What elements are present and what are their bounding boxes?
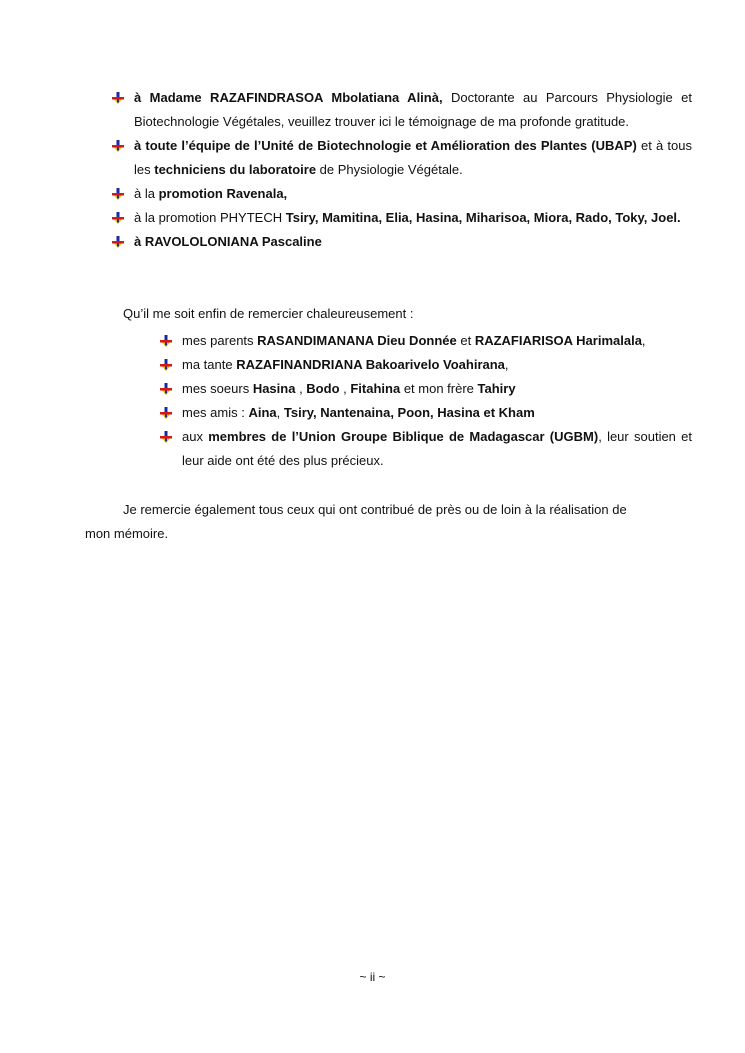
list-item xyxy=(112,134,692,182)
arrow-down-bullet-icon xyxy=(112,212,124,224)
bold-text: Fitahina xyxy=(350,381,401,396)
bold-text: techniciens du laboratoire xyxy=(154,162,317,177)
list-item xyxy=(160,353,692,377)
arrow-down-bullet-icon xyxy=(112,236,124,248)
text: mes soeurs xyxy=(182,381,253,396)
text: , xyxy=(641,333,646,348)
bold-text: Hasina xyxy=(252,381,296,396)
bold-text: à toute l’équipe de l’Unité de Biotechnologie et Amélioration des Plantes (UBAP) xyxy=(134,138,637,153)
text: à la xyxy=(134,186,159,201)
closing-line-1: Je remercie également tous ceux qui ont contribué de près ou de loin à la réalisation de xyxy=(123,502,627,517)
text: et à tous les xyxy=(134,138,692,177)
arrow-down-bullet-icon xyxy=(160,407,172,419)
bold-text: Tsiry, Nantenaina, Poon, Hasina et Kham xyxy=(283,405,535,420)
text: et xyxy=(456,333,475,348)
bold-text: à RAVOLOLONIANA Pascaline xyxy=(134,234,322,249)
text: mes amis : xyxy=(182,405,249,420)
bold-text: Tsiry, Mamitina, Elia, Hasina, Miharisoa, Miora, Rado, Toky, Joel. xyxy=(285,210,681,225)
bold-text: promotion Ravenala, xyxy=(158,186,288,201)
bold-text: Tahiry xyxy=(477,381,516,396)
text: mes parents xyxy=(182,333,258,348)
arrow-down-bullet-icon xyxy=(160,359,172,371)
bold-text: RASANDIMANANA Dieu Donnée xyxy=(257,333,457,348)
list-item xyxy=(160,377,692,401)
text: , leur soutien et leur aide ont été des plus précieux. xyxy=(182,429,693,468)
text: Doctorante au Parcours Physiologie et Biotechnologie Végétales, veuillez trouver ici le témoignage de ma profonde gratitude. xyxy=(134,90,692,129)
bold-text: RAZAFINANDRIANA Bakoarivelo Voahirana xyxy=(236,357,505,372)
intro-paragraph: Qu’il me soit enfin de remercier chaleureusement : xyxy=(123,306,414,321)
text: , xyxy=(295,381,307,396)
arrow-down-bullet-icon xyxy=(112,140,124,152)
bold-text: à Madame RAZAFINDRASOA Mbolatiana Alinà, xyxy=(134,90,443,105)
arrow-down-bullet-icon xyxy=(160,431,172,443)
acknowledgement-list-secondary xyxy=(160,329,692,473)
list-item xyxy=(160,425,692,473)
bold-text: Aina xyxy=(248,405,277,420)
text: et mon frère xyxy=(400,381,478,396)
list-item xyxy=(160,401,692,425)
text: , xyxy=(504,357,509,372)
acknowledgement-list-primary xyxy=(112,86,692,254)
text: , xyxy=(276,405,284,420)
bold-text: Bodo xyxy=(306,381,340,396)
text: , xyxy=(339,381,351,396)
list-item xyxy=(112,230,692,254)
page-number: ~ ii ~ xyxy=(359,970,386,984)
text: de Physiologie Végétale. xyxy=(316,162,463,177)
list-item xyxy=(160,329,692,353)
arrow-down-bullet-icon xyxy=(160,383,172,395)
closing-line-2: mon mémoire. xyxy=(85,526,169,541)
list-item xyxy=(112,86,692,134)
text: aux xyxy=(182,429,209,444)
list-item xyxy=(112,206,692,230)
text: ma tante xyxy=(182,357,237,372)
arrow-down-bullet-icon xyxy=(160,335,172,347)
closing-paragraph xyxy=(85,498,695,546)
bold-text: membres de l’Union Groupe Biblique de Madagascar (UGBM) xyxy=(208,429,599,444)
bold-text: RAZAFIARISOA Harimalala xyxy=(474,333,642,348)
arrow-down-bullet-icon xyxy=(112,188,124,200)
arrow-down-bullet-icon xyxy=(112,92,124,104)
list-item xyxy=(112,182,692,206)
text: à la promotion PHYTECH xyxy=(134,210,286,225)
